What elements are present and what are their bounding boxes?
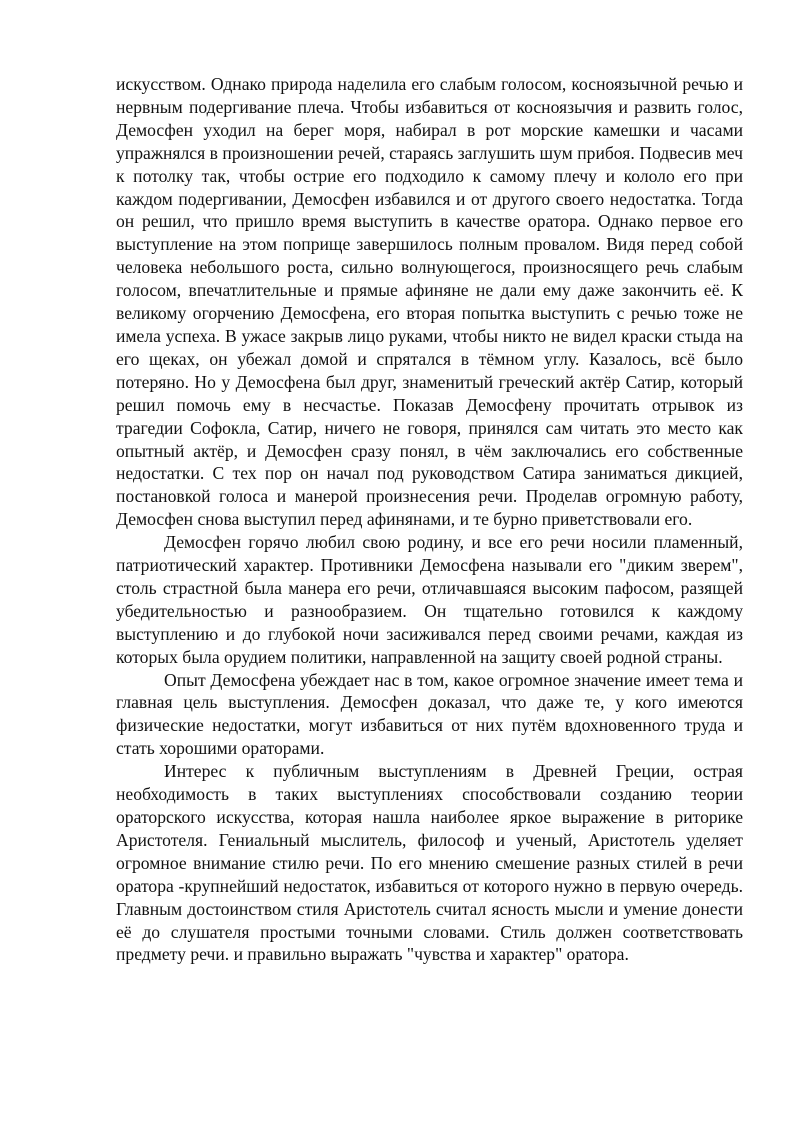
paragraph-experience: Опыт Демосфена убеждает нас в том, какое огромное значение имеет тема и главная цель выступления. Демосфен доказал, что даже те, у кого имеются физические недостатки, могут избавиться от них путём вдохновенного труда и стать хорошими ораторами. xyxy=(116,669,743,759)
document-page xyxy=(116,73,743,966)
paragraph-patriotism: Демосфен горячо любил свою родину, и все его речи носили пламенный, патриотический характер. Противники Демосфена называли его "диким зверем", столь страстной была манера его речи, отличавшаяся высоким пафосом, разящей убедительностью и разнообразием. Он тщательно готовился к каждому выступлению и до глубокой ночи засиживался перед своими речами, каждая из которых была орудием политики, направленной на защиту своей родной страны. xyxy=(116,532,743,667)
paragraph-aristotle: Интерес к публичным выступлениям в Древней Греции, острая необходимость в таких выступлениях способствовали созданию теории ораторского искусства, которая нашла наиболее яркое выражение в риторике Аристотеля. Гениальный мыслитель, философ и ученый, Аристотель уделяет огромное внимание стилю речи. По его мнению смешение разных стилей в речи оратора -крупнейший недостаток, избавиться от которого нужно в первую очередь. Главным достоинством стиля Аристотель считал ясность мысли и умение донести её до слушателя простыми точными словами. Стиль должен соответствовать предмету речи. и правильно выражать "чувства и характер" оратора. xyxy=(116,761,743,965)
paragraph-continuation: искусством. Однако природа наделила его слабым голосом, косноязычной речью и нервным подергивание плеча. Чтобы избавиться от косноязычия и развить голос, Демосфен уходил на берег моря, набирал в рот морские камешки и часами упражнялся в произношении речей, стараясь заглушить шум прибоя. Подвесив меч к потолку так, чтобы острие его подходило к самому плечу и кололо его при каждом подергивании, Демосфен избавился и от другого своего недостатка. Тогда он решил, что пришло время выступить в качестве оратора. Однако первое его выступление на этом поприще завершилось полным провалом. Видя перед собой человека небольшого роста, сильно волнующегося, произносящего речь слабым голосом, впечатлительные и прямые афиняне не дали ему даже закончить её. К великому огорчению Демосфена, его вторая попытка выступить с речью тоже не имела успеха. В ужасе закрыв лицо руками, чтобы никто не видел краски стыда на его щеках, он убежал домой и спрятался в тёмном углу. Казалось, всё было потеряно. Но у Демосфена был друг, знаменитый греческий актёр Сатир, который решил помочь ему в несчастье. Показав Демосфену прочитать отрывок из трагедии Софокла, Сатир, ничего не говоря, принялся сам читать это место как опытный актёр, и Демосфен сразу понял, в чём заключались его собственные недостатки. С тех пор он начал под руководством Сатира заниматься дикцией, постановкой голоса и манерой произнесения речи. Проделав огромную работу, Демосфен снова выступил перед афинянами, и те бурно приветствовали его. xyxy=(116,74,743,530)
